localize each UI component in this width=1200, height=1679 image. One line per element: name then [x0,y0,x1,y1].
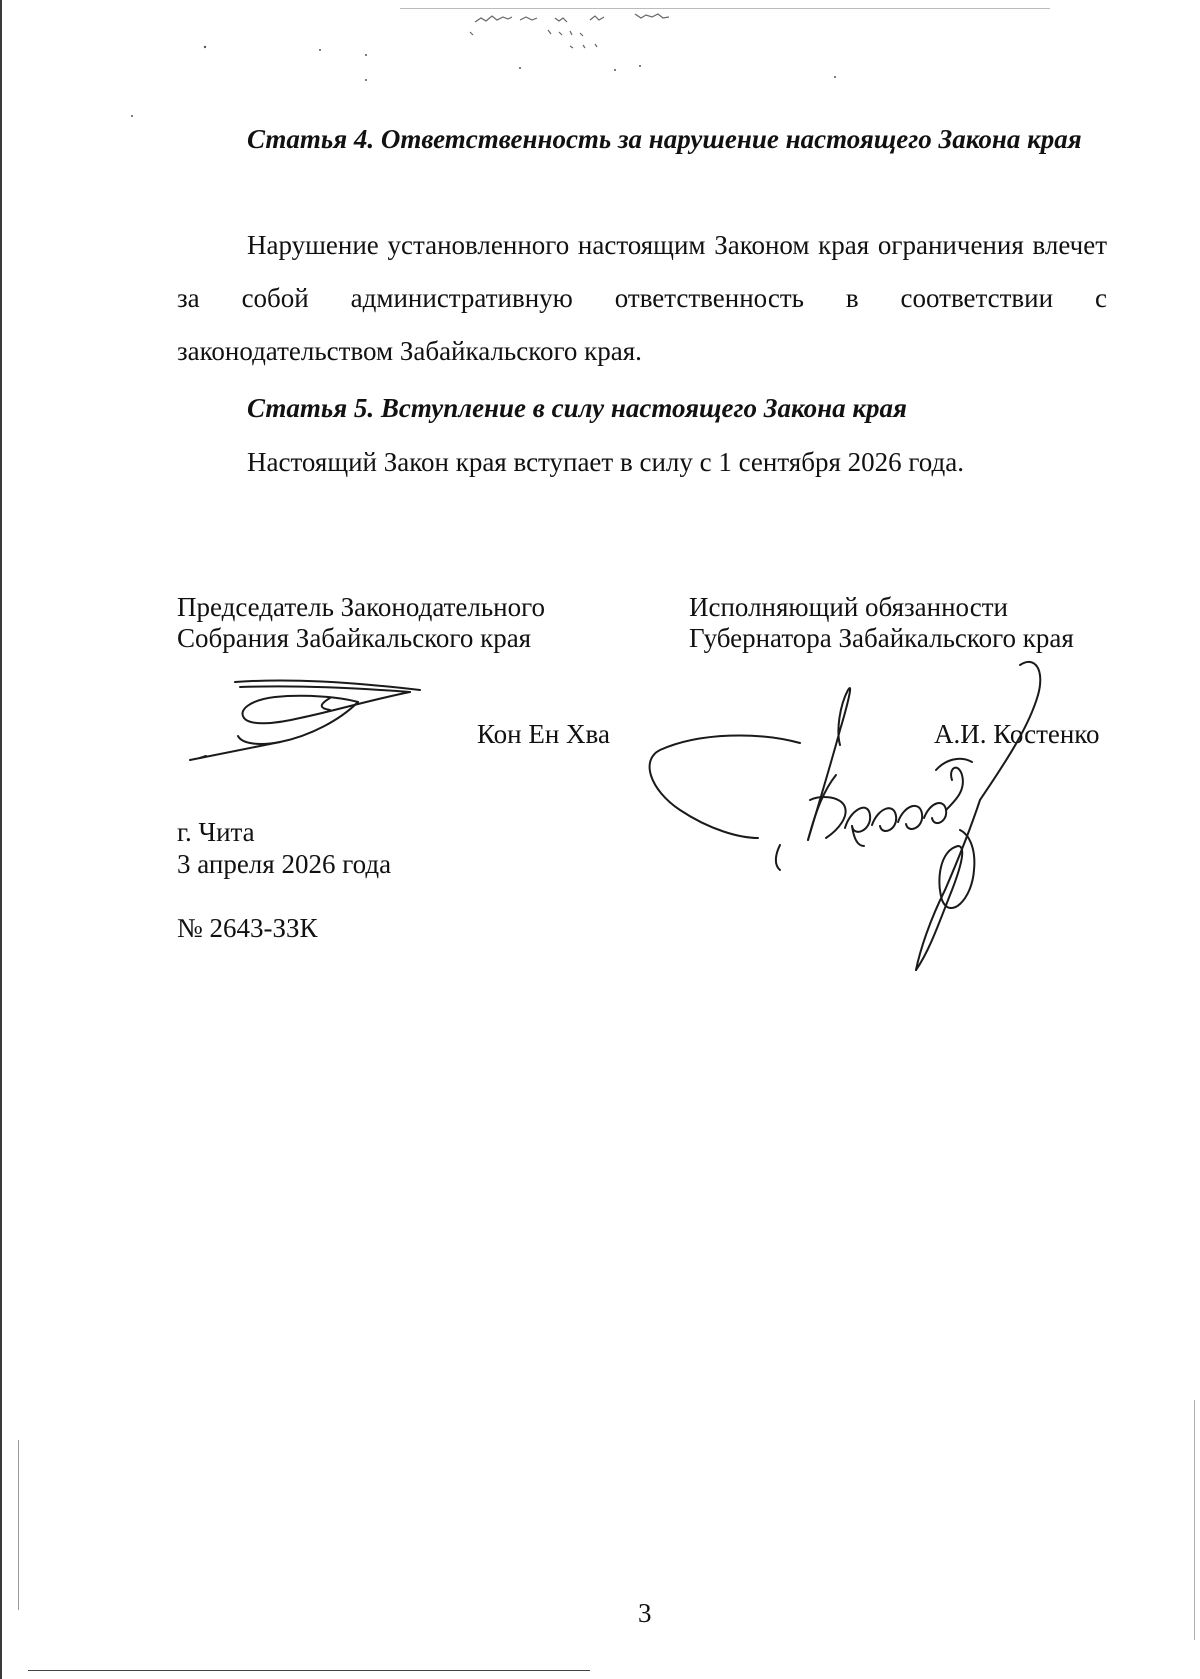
date: 3 апреля 2026 года [177,849,392,879]
left-signatory-title-line2: Собрания Забайкальского края [177,623,532,653]
left-signature-icon [180,670,440,770]
left-signatory-name: Кон Ен Хва [477,719,610,749]
scan-left-edge [0,0,2,1679]
right-signatory-name: А.И. Костенко [934,719,1100,749]
place: г. Чита [177,817,255,847]
right-signatory-title-line2: Губернатора Забайкальского края [689,623,1074,653]
page-number: 3 [638,1598,652,1628]
article-5-body: Настоящий Закон края вступает в силу с 1 сентября 2026 года. [247,447,964,477]
article-4-body: Нарушение установленного настоящим Законом края ограничения влечет за собой административную ответственность в соответствии с законодательством Забайкальского края. [177,230,1107,366]
right-signature-icon [640,650,1060,990]
right-signatory-title-line1: Исполняющий обязанности [689,592,1008,622]
document-number: № 2643-ЗЗК [177,913,318,943]
scan-right-edge [1194,1400,1195,1640]
left-signatory-title-line1: Председатель Законодательного [177,592,546,622]
scan-bottom-edge [28,1670,590,1671]
scan-noise [0,0,1200,120]
article-5-heading: Статья 5. Вступление в силу настоящего Закона края [247,393,907,423]
scan-left-edge-mark [18,1440,19,1610]
article-4-heading: Статья 4. Ответственность за нарушение настоящего Закона края [247,124,1082,154]
